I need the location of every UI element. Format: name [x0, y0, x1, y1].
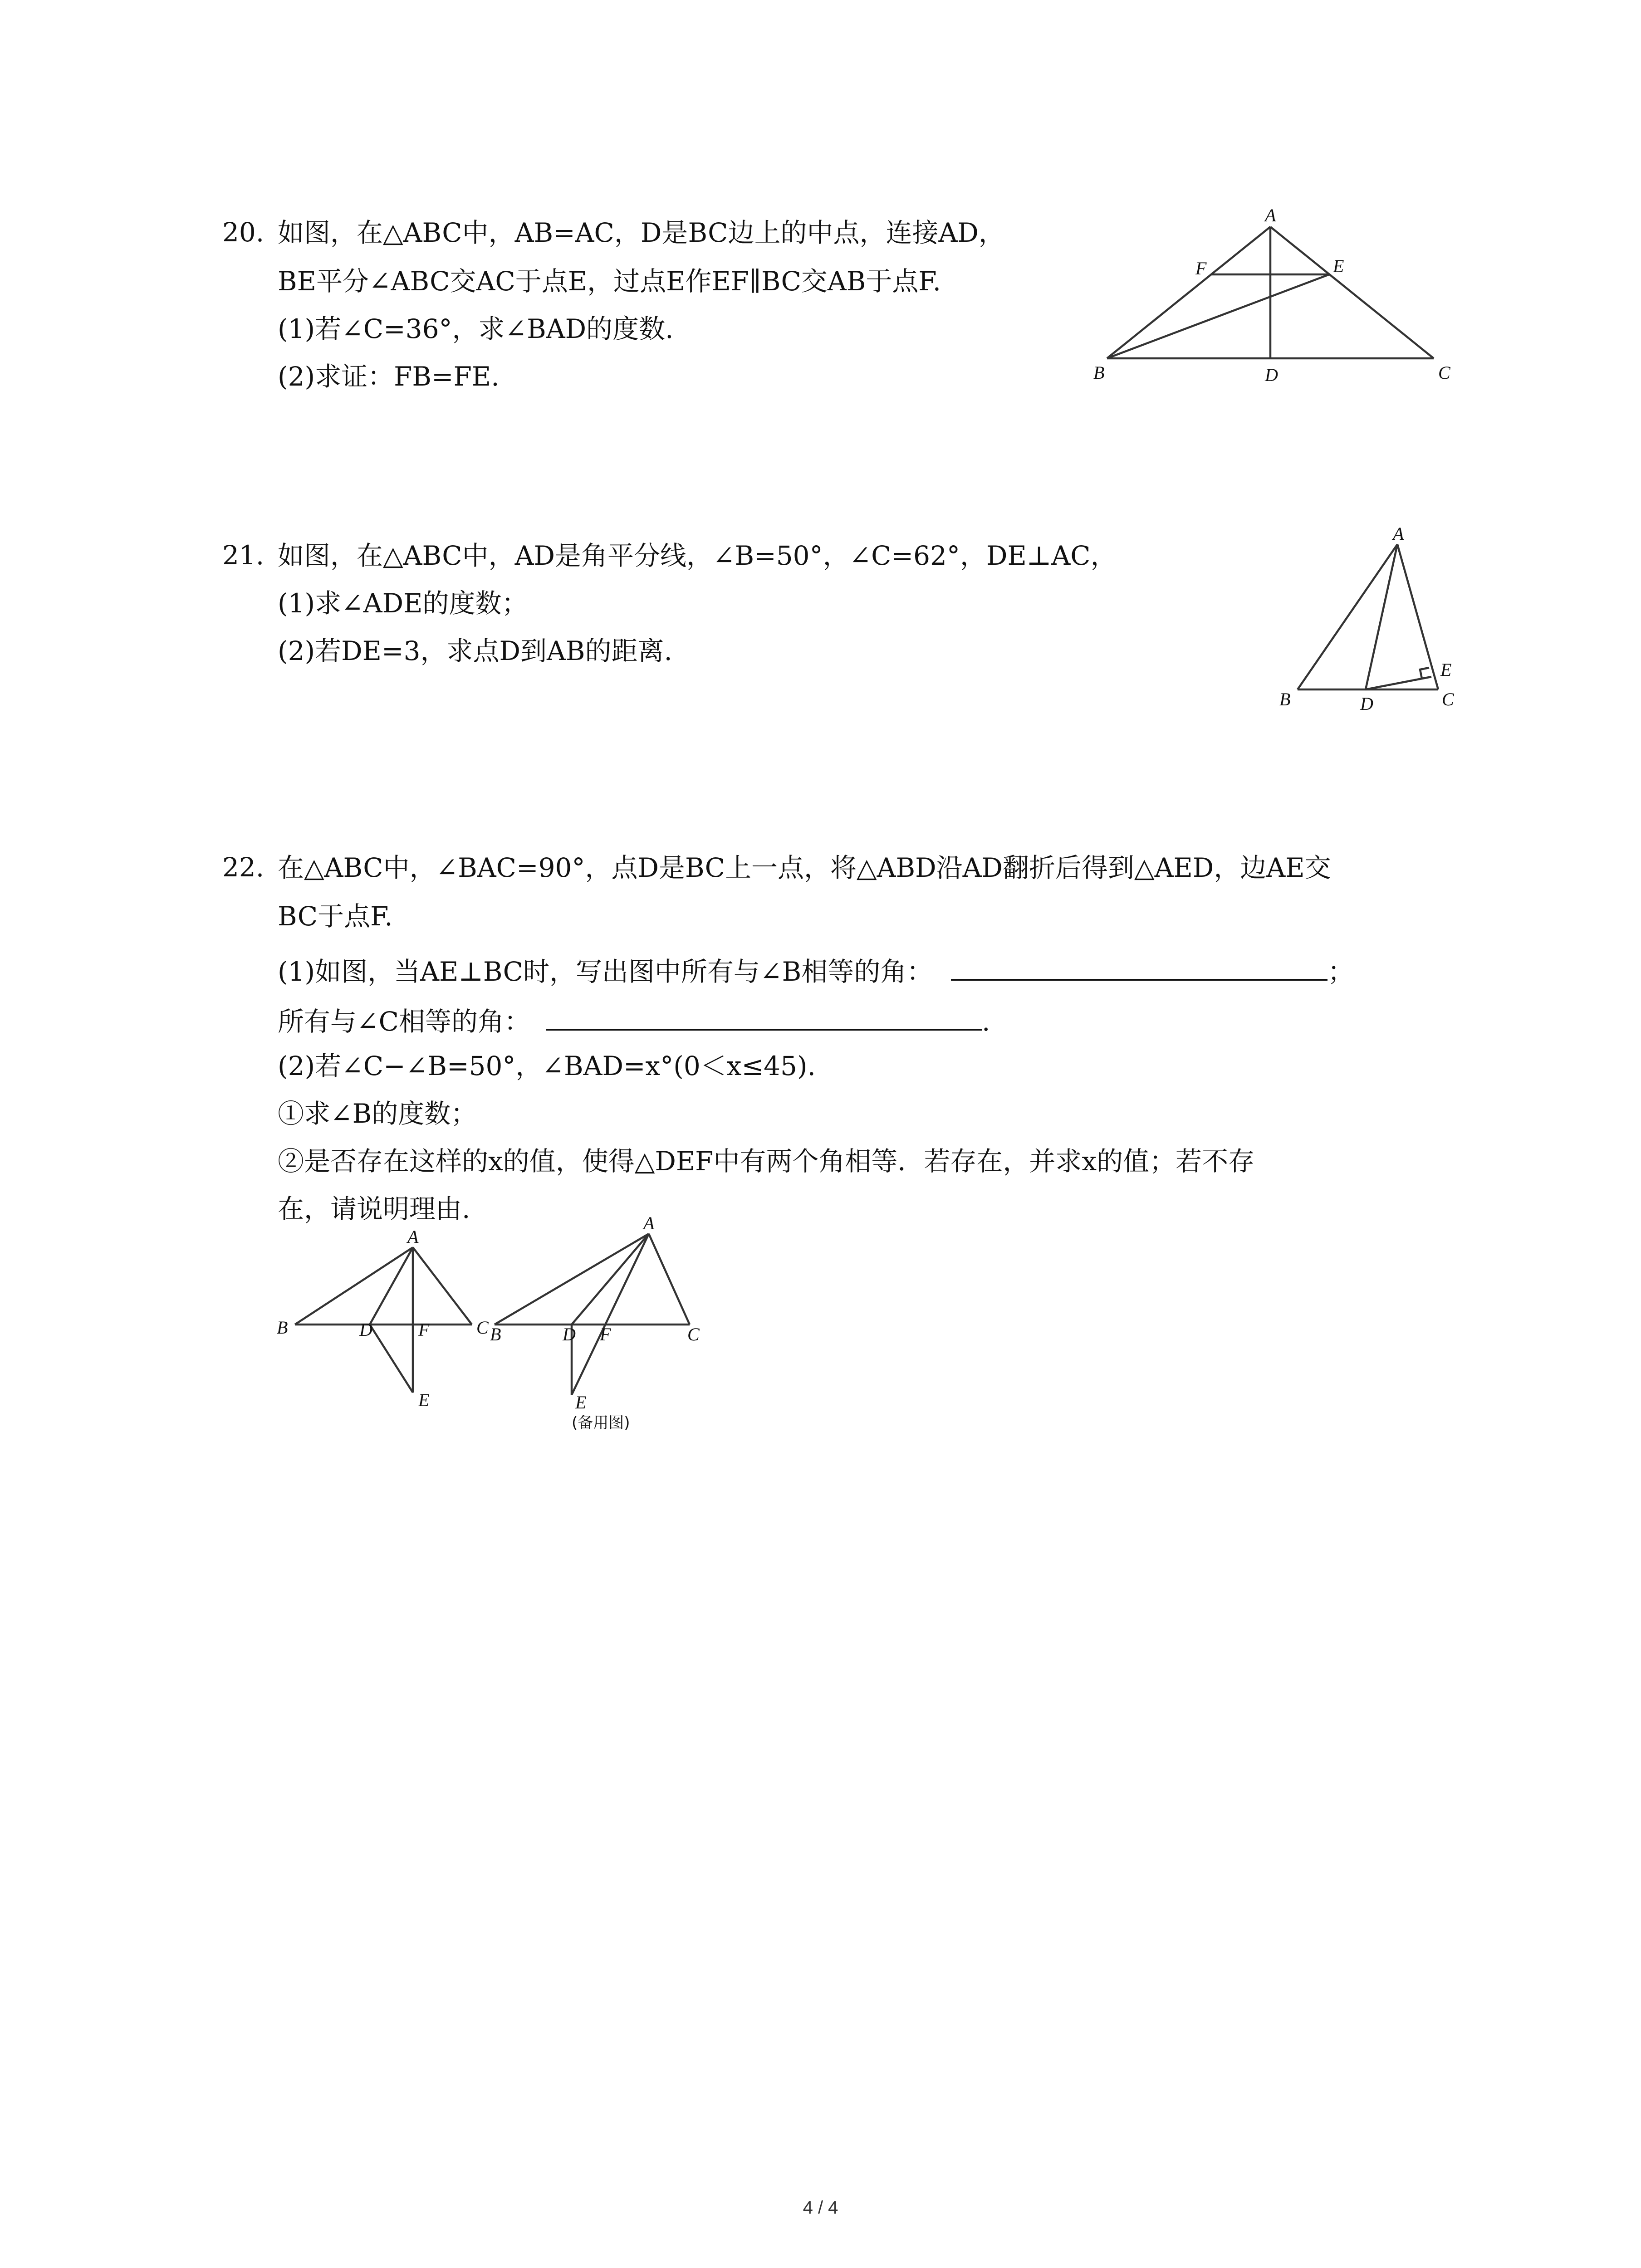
segment-ac — [1397, 544, 1438, 689]
label-b: B — [1279, 689, 1291, 709]
answer-blank-b[interactable] — [951, 953, 1327, 981]
label-f: F — [1195, 258, 1207, 279]
problem-22-line-8: 在，请说明理由. — [278, 1193, 470, 1224]
problem-number: 20. — [222, 217, 265, 248]
punctuation: . — [981, 1006, 990, 1037]
segment-ab — [295, 1247, 413, 1325]
label-d: D — [1360, 694, 1373, 714]
label-d: D — [1265, 365, 1278, 385]
label-a: A — [1265, 205, 1276, 225]
problem-number: 21. — [222, 540, 265, 571]
answer-blank-c[interactable] — [546, 1002, 982, 1031]
segment-ad — [370, 1247, 413, 1325]
problem-22-line-1: 在△ABC中，∠BAC=90°，点D是BC上一点，将△ABD沿AD翻折后得到△AED，边AE交 — [278, 852, 1331, 883]
label-e: E — [418, 1390, 430, 1410]
segment-ad — [572, 1234, 649, 1325]
problem-21-line-2: (1)求∠ADE的度数； — [278, 588, 528, 619]
problem-22-line-4 — [278, 1002, 990, 1037]
problem-22-figure — [272, 1225, 490, 1424]
problem-21-line-3: (2)若DE=3，求点D到AB的距离. — [278, 635, 672, 666]
problem-22-line-7: ②是否存在这样的x的值，使得△DEF中有两个角相等．若存在，并求x的值；若不存 — [278, 1146, 1255, 1177]
punctuation: ； — [1327, 956, 1354, 987]
label-b: B — [277, 1317, 288, 1338]
segment-de — [370, 1325, 413, 1393]
question-text: (1)如图，当AE⊥BC时，写出图中所有与∠B相等的角： — [278, 956, 933, 987]
label-d: D — [563, 1324, 576, 1344]
spare-figure-caption: (备用图) — [572, 1414, 630, 1432]
label-a: A — [407, 1227, 419, 1247]
label-e: E — [575, 1392, 587, 1413]
label-c: C — [1438, 362, 1450, 383]
question-text: 所有与∠C相等的角： — [278, 1006, 530, 1037]
problem-20-line-3: (1)若∠C=36°，求∠BAD的度数. — [278, 313, 674, 344]
problem-21-line-1: 如图，在△ABC中，AD是角平分线，∠B=50°，∠C=62°，DE⊥AC， — [278, 540, 1117, 571]
problem-20-line-4: (2)求证：FB=FE. — [278, 361, 500, 392]
problem-21-figure — [1270, 523, 1465, 717]
problem-22-line-6: ①求∠B的度数； — [278, 1098, 477, 1129]
label-b: B — [1093, 362, 1105, 383]
problem-22-spare-figure — [481, 1213, 717, 1433]
segment-de — [1366, 677, 1431, 689]
segment-ae — [572, 1234, 649, 1395]
label-d: D — [359, 1320, 372, 1340]
label-f: F — [418, 1320, 430, 1340]
label-e: E — [1440, 660, 1452, 680]
segment-ac — [413, 1247, 472, 1325]
label-b: B — [490, 1324, 501, 1344]
segment-be — [1107, 274, 1329, 358]
problem-20-figure — [1089, 204, 1470, 395]
problem-22-line-2: BC于点F. — [278, 901, 393, 932]
label-a: A — [643, 1213, 655, 1233]
problem-22-line-5: (2)若∠C−∠B=50°，∠BAD=x°(0＜x≤45). — [278, 1051, 816, 1081]
problem-20-line-1: 如图，在△ABC中，AB=AC，D是BC边上的中点，连接AD， — [278, 217, 1005, 248]
segment-ac — [649, 1234, 690, 1325]
problem-22-line-3 — [278, 953, 1354, 987]
label-f: F — [600, 1324, 611, 1344]
problem-number: 22. — [222, 852, 265, 883]
label-c: C — [1442, 689, 1454, 709]
segment-ac — [1270, 227, 1434, 358]
segment-ab — [495, 1234, 649, 1325]
label-c: C — [687, 1324, 700, 1344]
label-e: E — [1333, 256, 1344, 276]
segment-ab — [1107, 227, 1270, 358]
label-a: A — [1393, 523, 1404, 544]
label-c: C — [476, 1317, 489, 1338]
problem-20-line-2: BE平分∠ABC交AC于点E，过点E作EF∥BC交AB于点F. — [278, 266, 941, 297]
page-number: 4 / 4 — [803, 2198, 838, 2218]
